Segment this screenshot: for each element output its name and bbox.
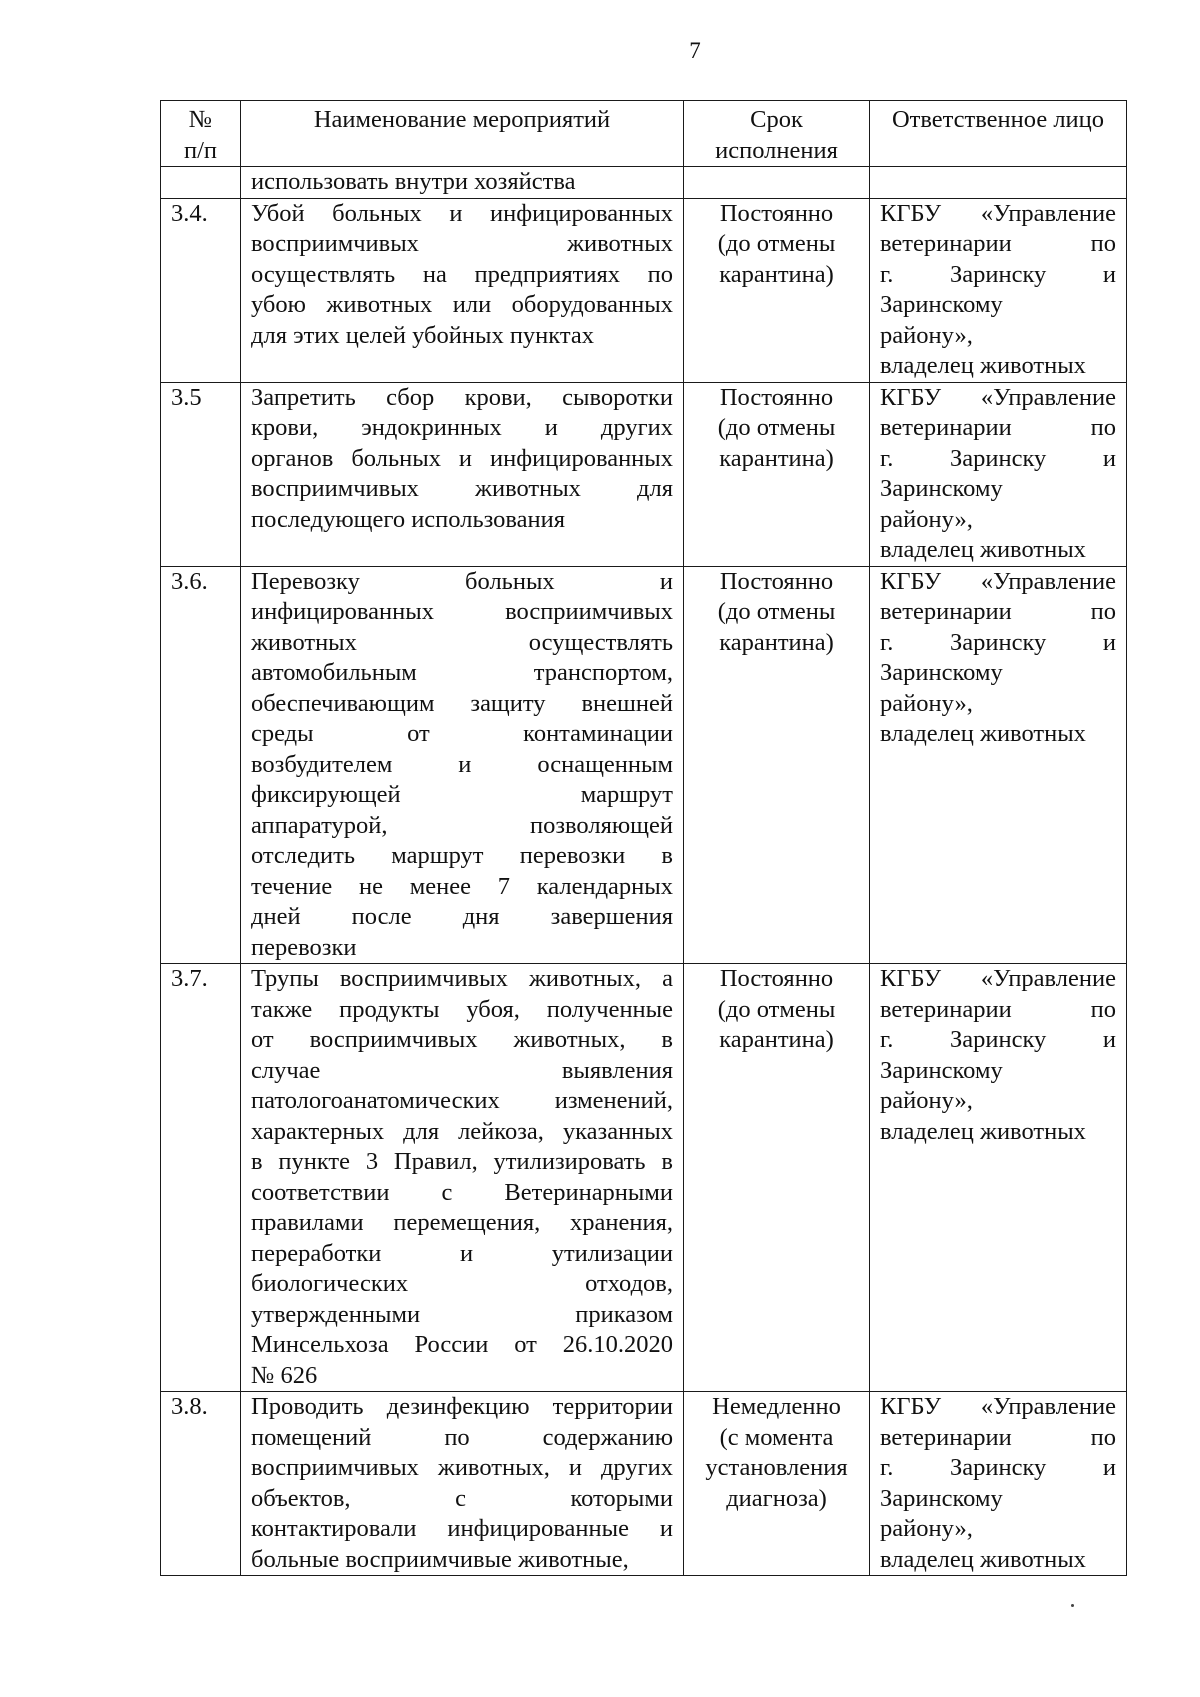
responsible-text-line: КГБУ «Управление xyxy=(880,199,1116,227)
measure-text xyxy=(241,1392,684,1576)
continuation-term xyxy=(684,167,870,199)
responsible-text-line: КГБУ «Управление xyxy=(880,1393,1116,1420)
responsible-text-line: г. Заринску и xyxy=(880,444,1116,472)
responsible-text-line: району», xyxy=(880,1515,973,1542)
responsible-text-line: Заринскому xyxy=(880,291,1003,318)
measure-text-line: объектов, с которыми xyxy=(251,1484,673,1512)
responsible-text-line: ветеринарии по xyxy=(880,414,1116,441)
measures-table xyxy=(160,100,1127,1576)
term-text-line: Постоянно xyxy=(719,567,834,595)
continuation-num xyxy=(161,167,241,199)
responsible-text xyxy=(870,198,1127,382)
measure-text xyxy=(241,964,684,1392)
continuation-text: использовать внутри хозяйства xyxy=(241,167,684,199)
responsible-text-line: владелец животных xyxy=(880,352,1086,379)
measure-text-line: Запретить сбор крови, сыворотки xyxy=(251,383,673,411)
header-term xyxy=(684,101,870,167)
table-row xyxy=(161,1392,1127,1576)
row-number: 3.6. xyxy=(161,566,241,964)
responsible-text-line: владелец животных xyxy=(880,1117,1086,1145)
table-header-row xyxy=(161,101,1127,167)
responsible-text-line: КГБУ «Управление xyxy=(880,965,1116,992)
term-text-line: Постоянно xyxy=(719,199,834,227)
responsible-text xyxy=(870,1392,1127,1576)
responsible-text xyxy=(870,964,1127,1392)
responsible-text-line: г. Заринску и xyxy=(880,1454,1116,1481)
term-text-line: (с момента xyxy=(719,1423,834,1451)
measure-text-line: аппаратурой, позволяющей xyxy=(251,811,673,839)
header-responsible xyxy=(870,101,1127,167)
responsible-text xyxy=(870,566,1127,964)
responsible-text-line: г. Заринску и xyxy=(880,260,1116,288)
measure-text-line: для этих целей убойных пунктах xyxy=(251,321,594,349)
header-term-line-2: исполнения xyxy=(715,136,838,164)
responsible-text-line: Заринскому xyxy=(880,659,1003,686)
measure-text-line: крови, эндокринных и других xyxy=(251,414,673,441)
measure-text-line: также продукты убоя, полученные xyxy=(251,995,673,1023)
measure-text-line: осуществлять на предприятиях по xyxy=(251,260,673,288)
measure-text-line: характерных для лейкоза, указанных xyxy=(251,1117,673,1145)
header-number-line-2: п/п xyxy=(183,136,218,164)
header-term-line-1: Срок xyxy=(750,106,803,133)
measure-text-line: Убой больных и инфицированных xyxy=(251,199,673,227)
term-text-line: установления xyxy=(705,1454,848,1481)
responsible-text-line: г. Заринску и xyxy=(880,1026,1116,1053)
row-number: 3.7. xyxy=(161,964,241,1392)
responsible-text-line: району», xyxy=(880,321,973,349)
measure-text-line: правилами перемещения, хранения, xyxy=(251,1209,673,1236)
term-text xyxy=(684,382,870,566)
responsible-text-line: Заринскому xyxy=(880,1056,1003,1084)
measure-text-line: помещений по содержанию xyxy=(251,1423,673,1451)
responsible-text-line: ветеринарии по xyxy=(880,1423,1116,1451)
measure-text-line: автомобильным транспортом, xyxy=(251,659,673,686)
responsible-text-line: району», xyxy=(880,689,973,717)
measure-text-line: Минсельхоза России от 26.10.2020 xyxy=(251,1331,673,1358)
responsible-text-line: владелец животных xyxy=(880,536,1086,563)
measure-text-line: утвержденными приказом xyxy=(251,1300,673,1328)
table-row xyxy=(161,566,1127,964)
measure-text-line: переработки и утилизации xyxy=(251,1239,673,1267)
measure-text-line: животных осуществлять xyxy=(251,628,673,656)
measure-text-line: органов больных и инфицированных xyxy=(251,444,673,472)
responsible-text-line: ветеринарии по xyxy=(880,598,1116,625)
header-measures xyxy=(241,101,684,167)
measure-text-line: № 626 xyxy=(251,1361,318,1389)
responsible-text-line: ветеринарии по xyxy=(880,230,1116,257)
term-text xyxy=(684,198,870,382)
measure-text-line: инфицированных восприимчивых xyxy=(251,598,673,625)
measure-text-line: соответствии с Ветеринарными xyxy=(251,1178,673,1206)
header-number xyxy=(161,101,241,167)
measure-text-line: возбудителем и оснащенным xyxy=(251,750,673,778)
measure-text-line: восприимчивых животных, и других xyxy=(251,1454,673,1481)
term-text-line: карантина) xyxy=(719,444,834,472)
term-text-line: Постоянно xyxy=(719,965,834,992)
header-responsible-text: Ответственное лицо xyxy=(891,106,1105,133)
row-number: 3.5 xyxy=(161,382,241,566)
term-text-line: карантина) xyxy=(719,1026,834,1053)
page-number: 7 xyxy=(689,38,701,63)
measure-text-line: в пункте 3 Правил, утилизировать в xyxy=(251,1148,673,1175)
measure-text xyxy=(241,382,684,566)
table-row xyxy=(161,382,1127,566)
measure-text-line: случае выявления xyxy=(251,1056,673,1084)
measure-text-line: перевозки xyxy=(251,933,357,961)
row-number: 3.8. xyxy=(161,1392,241,1576)
responsible-text-line: району», xyxy=(880,1087,973,1114)
measure-text-line: Перевозку больных и xyxy=(251,567,673,595)
responsible-text-line: КГБУ «Управление xyxy=(880,383,1116,411)
measure-text-line: восприимчивых животных xyxy=(251,230,673,257)
responsible-text xyxy=(870,382,1127,566)
measure-text-line: Проводить дезинфекцию территории xyxy=(251,1393,673,1420)
term-text-line: (до отмены xyxy=(717,598,836,625)
measure-text-line: биологических отходов, xyxy=(251,1270,673,1297)
term-text-line: карантина) xyxy=(719,260,834,288)
responsible-text-line: владелец животных xyxy=(880,720,1086,747)
measure-text-line: отследить маршрут перевозки в xyxy=(251,842,673,869)
measure-text xyxy=(241,566,684,964)
measure-text-line: дней после дня завершения xyxy=(251,903,673,930)
measure-text-line: среды от контаминации xyxy=(251,720,673,747)
table-row xyxy=(161,964,1127,1392)
row-number: 3.4. xyxy=(161,198,241,382)
term-text-line: Постоянно xyxy=(719,383,834,411)
measure-text-line: фиксирующей маршрут xyxy=(251,781,673,808)
header-measures-text: Наименование мероприятий xyxy=(313,106,611,133)
term-text-line: карантина) xyxy=(719,628,834,656)
scan-speck xyxy=(1071,1604,1074,1607)
continuation-resp xyxy=(870,167,1127,199)
responsible-text-line: КГБУ «Управление xyxy=(880,567,1116,595)
measure-text-line: течение не менее 7 календарных xyxy=(251,872,673,900)
header-number-line-1: № xyxy=(188,106,213,133)
term-text xyxy=(684,964,870,1392)
term-text xyxy=(684,1392,870,1576)
term-text xyxy=(684,566,870,964)
term-text-line: (до отмены xyxy=(717,230,836,257)
responsible-text-line: Заринскому xyxy=(880,1484,1003,1512)
continuation-row xyxy=(161,167,1127,199)
measure-text xyxy=(241,198,684,382)
measure-text-line: от восприимчивых животных, в xyxy=(251,1026,673,1053)
responsible-text-line: г. Заринску и xyxy=(880,628,1116,656)
measure-text-line: патологоанатомических изменений, xyxy=(251,1087,673,1114)
table-row xyxy=(161,198,1127,382)
responsible-text-line: Заринскому xyxy=(880,475,1003,502)
responsible-text-line: владелец животных xyxy=(880,1545,1086,1573)
measure-text-line: больные восприимчивые животные, xyxy=(251,1545,629,1573)
measure-text-line: восприимчивых животных для xyxy=(251,475,673,502)
measure-text-line: обеспечивающим защиту внешней xyxy=(251,689,673,717)
term-text-line: (до отмены xyxy=(717,995,836,1023)
measure-text-line: убою животных или оборудованных xyxy=(251,291,673,318)
term-text-line: диагноза) xyxy=(726,1484,827,1512)
responsible-text-line: ветеринарии по xyxy=(880,995,1116,1023)
measure-text-line: контактировали инфицированные и xyxy=(251,1515,673,1542)
term-text-line: (до отмены xyxy=(717,414,836,441)
measure-text-line: последующего использования xyxy=(251,505,566,533)
responsible-text-line: району», xyxy=(880,505,973,533)
measure-text-line: Трупы восприимчивых животных, а xyxy=(251,965,673,992)
term-text-line: Немедленно xyxy=(712,1393,841,1420)
